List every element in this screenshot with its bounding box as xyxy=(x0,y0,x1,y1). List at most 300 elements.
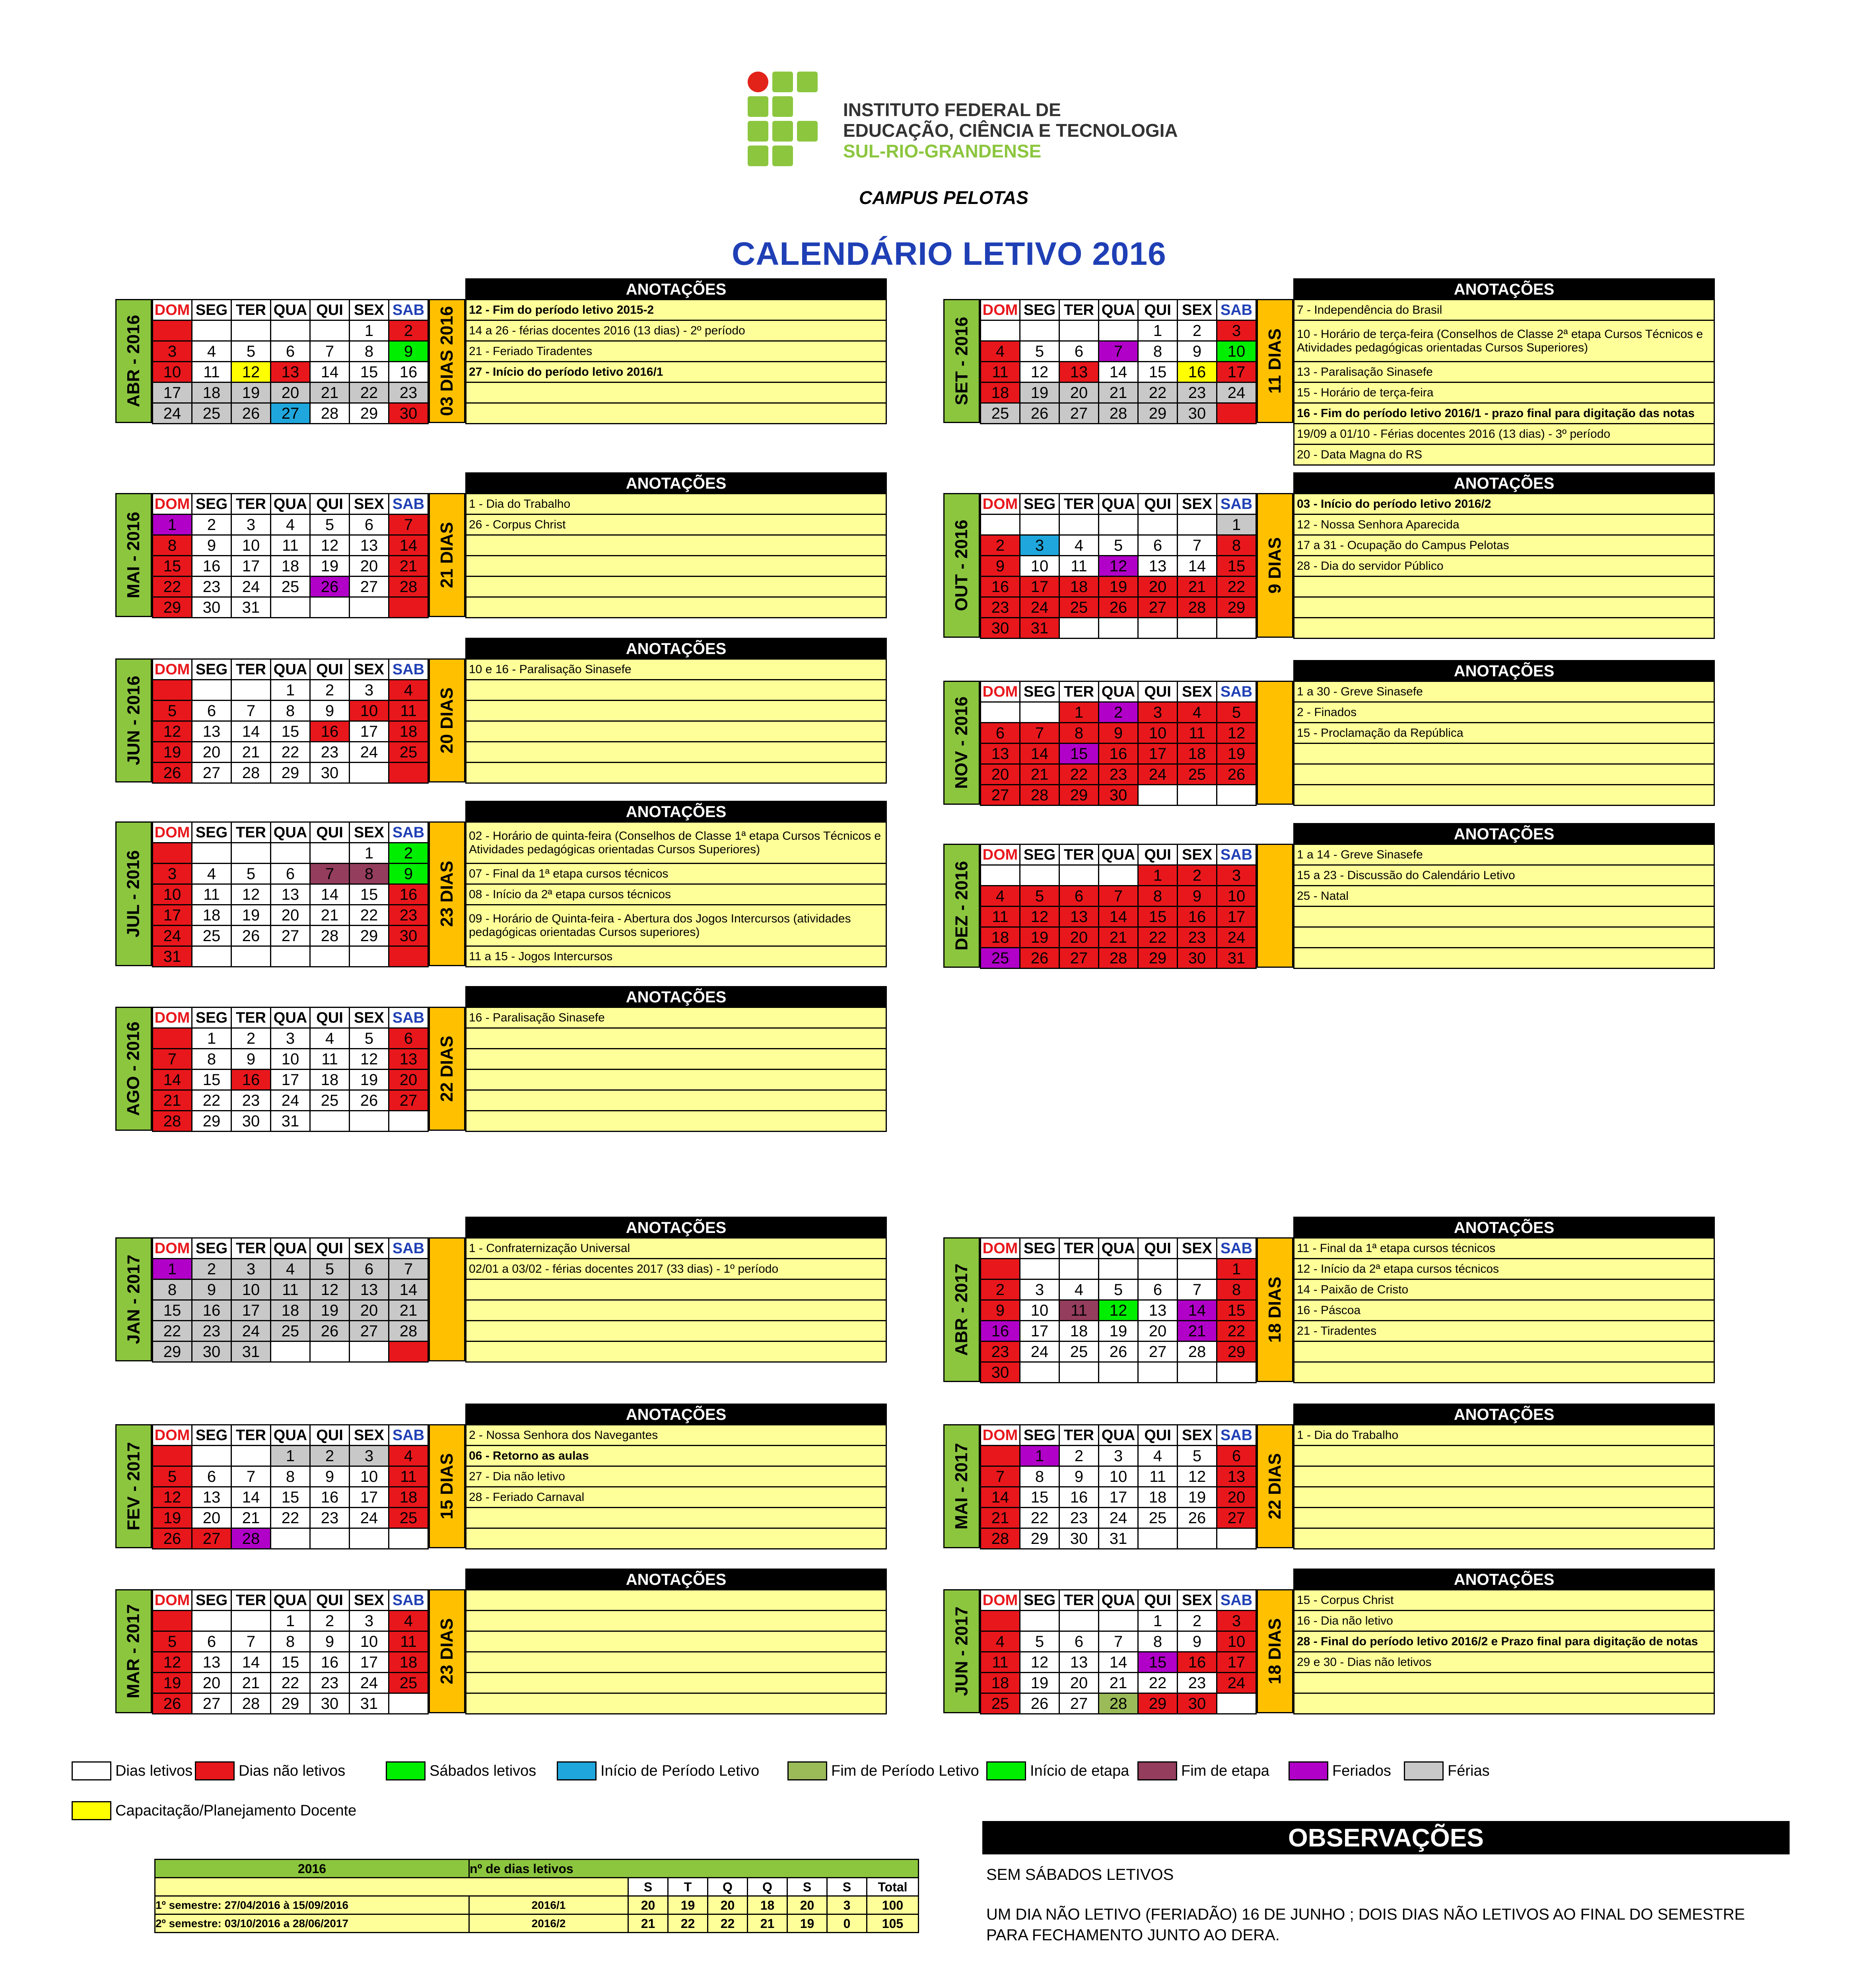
day-cell: 3 xyxy=(271,1028,310,1049)
day-cell: 26 xyxy=(310,577,350,597)
day-cell: 8 xyxy=(271,1466,310,1487)
day-cell xyxy=(1217,785,1256,806)
day-cell: 14 xyxy=(389,535,428,556)
day-cell xyxy=(1178,1528,1217,1549)
weekday-header: SAB xyxy=(1217,845,1256,865)
day-cell: 15 xyxy=(271,1487,310,1508)
day-cell: 20 xyxy=(981,764,1020,785)
weekday-header: QUI xyxy=(310,1008,350,1028)
weekday-header: QUA xyxy=(1099,681,1138,702)
day-cell: 22 xyxy=(271,742,310,763)
day-cell: 11 xyxy=(271,1279,310,1300)
day-cell: 21 xyxy=(981,1508,1020,1528)
day-cell: 29 xyxy=(153,597,192,618)
day-cell: 8 xyxy=(1059,723,1099,744)
day-cell: 23 xyxy=(310,742,350,763)
notes-table xyxy=(1293,1217,1715,1383)
note-line xyxy=(466,556,886,577)
day-cell: 11 xyxy=(389,1466,428,1487)
legend-label: Feriados xyxy=(1332,1762,1391,1779)
month-label: NOV - 2016 xyxy=(943,681,980,805)
weekday-header: SAB xyxy=(1217,1590,1256,1611)
day-cell: 31 xyxy=(271,1111,310,1132)
logo-square xyxy=(748,121,768,142)
day-cell: 15 xyxy=(1138,907,1178,927)
day-cell: 29 xyxy=(1217,1342,1256,1362)
day-cell: 26 xyxy=(1178,1508,1217,1528)
day-cell: 23 xyxy=(1178,927,1217,948)
weekday-header: TER xyxy=(231,659,271,680)
day-cell: 7 xyxy=(1099,341,1138,362)
day-cell: 18 xyxy=(192,382,231,403)
day-cell: 22 xyxy=(350,905,389,926)
day-cell: 2 xyxy=(310,680,350,701)
note-line: 11 a 15 - Jogos Intercursos xyxy=(466,946,886,967)
day-cell: 15 xyxy=(1020,1487,1059,1508)
day-cell: 15 xyxy=(1059,744,1099,764)
day-cell: 12 xyxy=(1020,1652,1059,1673)
day-cell: 23 xyxy=(310,1673,350,1693)
weekday-header: QUI xyxy=(1138,300,1178,320)
weekday-header: SEX xyxy=(1178,681,1217,702)
day-cell xyxy=(1099,1259,1138,1279)
weekday-header: QUI xyxy=(310,1238,350,1259)
note-line xyxy=(1294,1528,1714,1549)
weekday-header: DOM xyxy=(981,1238,1020,1259)
day-cell: 21 xyxy=(1099,1673,1138,1693)
day-cell xyxy=(1059,1362,1099,1383)
day-cell: 28 xyxy=(389,1321,428,1342)
day-cell: 3 xyxy=(350,680,389,701)
note-line: 15 - Horário de terça-feira xyxy=(1294,382,1714,403)
weekday-header: SEG xyxy=(192,300,231,320)
weekday-header: SEX xyxy=(350,822,389,843)
day-cell: 19 xyxy=(231,382,271,403)
weekday-header: QUA xyxy=(271,822,310,843)
day-cell: 23 xyxy=(389,382,428,403)
weekday-header: QUA xyxy=(1099,300,1138,320)
month-label: JUN - 2017 xyxy=(943,1589,980,1713)
day-cell: 28 xyxy=(1099,1693,1138,1714)
note-line xyxy=(466,721,886,742)
day-cell: 25 xyxy=(981,403,1020,424)
day-cell: 23 xyxy=(1059,1508,1099,1528)
weekday-header: SEX xyxy=(1178,845,1217,865)
day-cell: 5 xyxy=(1099,535,1138,556)
stats-col-header: S xyxy=(628,1878,668,1896)
day-cell: 19 xyxy=(1099,1321,1138,1342)
day-cell: 28 xyxy=(981,1528,1020,1549)
day-cell: 21 xyxy=(231,1673,271,1693)
day-cell: 6 xyxy=(1059,886,1099,907)
note-line: 26 - Corpus Christ xyxy=(466,514,886,535)
notes-table xyxy=(465,801,887,967)
stats-value: 19 xyxy=(668,1896,708,1914)
note-line xyxy=(466,1508,886,1528)
weekday-header: SAB xyxy=(389,1238,428,1259)
day-cell: 6 xyxy=(350,514,389,535)
day-cell: 9 xyxy=(1099,723,1138,744)
note-line: 21 - Feriado Tiradentes xyxy=(466,341,886,362)
day-cell: 20 xyxy=(1217,1487,1256,1508)
month-calendar xyxy=(152,1424,429,1549)
day-cell: 12 xyxy=(153,1652,192,1673)
note-line: 02 - Horário de quinta-feira (Conselhos de Classe 1ª etapa Cursos Técnicos e Atividades pedagógicas orientadas Cursos Superiores) xyxy=(466,822,886,864)
note-line xyxy=(1294,927,1714,948)
day-cell: 19 xyxy=(1099,577,1138,597)
weekday-header: DOM xyxy=(153,659,192,680)
day-cell xyxy=(981,1611,1020,1631)
weekday-header: SEX xyxy=(350,659,389,680)
day-cell: 19 xyxy=(1217,744,1256,764)
weekday-header: TER xyxy=(1059,300,1099,320)
day-cell: 16 xyxy=(389,362,428,382)
day-cell: 8 xyxy=(153,1279,192,1300)
day-cell: 25 xyxy=(1178,764,1217,785)
legend-label: Dias letivos xyxy=(115,1762,193,1779)
weekday-header: QUA xyxy=(271,659,310,680)
notes-table xyxy=(465,472,887,618)
month-calendar xyxy=(980,681,1257,806)
stats-term: 2016/1 xyxy=(469,1896,628,1914)
stats-term: 2016/2 xyxy=(469,1914,628,1933)
day-cell: 12 xyxy=(310,1279,350,1300)
day-cell: 24 xyxy=(1138,764,1178,785)
day-cell: 9 xyxy=(389,864,428,884)
day-cell xyxy=(271,320,310,341)
day-cell: 2 xyxy=(1178,865,1217,886)
day-cell: 16 xyxy=(310,1652,350,1673)
day-cell: 12 xyxy=(1020,362,1059,382)
weekday-header: SEX xyxy=(1178,300,1217,320)
day-cell xyxy=(1099,1362,1138,1383)
day-cell: 27 xyxy=(389,1090,428,1111)
legend-label: Férias xyxy=(1448,1762,1490,1779)
day-cell: 31 xyxy=(231,597,271,618)
day-cell: 27 xyxy=(1138,597,1178,618)
day-cell: 24 xyxy=(1217,382,1256,403)
day-cell: 11 xyxy=(1059,556,1099,577)
day-cell xyxy=(1217,1528,1256,1549)
school-days-count: 22 DIAS xyxy=(429,1007,465,1131)
day-cell: 3 xyxy=(1020,1279,1059,1300)
day-cell: 16 xyxy=(981,1321,1020,1342)
day-cell xyxy=(1217,618,1256,639)
day-cell: 17 xyxy=(231,556,271,577)
day-cell: 4 xyxy=(1178,702,1217,723)
weekday-header: QUI xyxy=(310,494,350,514)
day-cell xyxy=(1138,1528,1178,1549)
day-cell: 13 xyxy=(1059,362,1099,382)
note-line xyxy=(466,1342,886,1362)
note-line: 1 - Dia do Trabalho xyxy=(466,494,886,514)
day-cell: 15 xyxy=(350,884,389,905)
day-cell: 16 xyxy=(981,577,1020,597)
day-cell: 7 xyxy=(153,1049,192,1070)
notes-table xyxy=(1293,823,1715,969)
day-cell: 9 xyxy=(310,701,350,721)
notes-header: ANOTAÇÕES xyxy=(1294,279,1714,300)
day-cell: 22 xyxy=(1138,382,1178,403)
weekday-header: DOM xyxy=(153,822,192,843)
note-line xyxy=(1294,907,1714,927)
legend-swatch xyxy=(1137,1761,1177,1780)
observation-line: UM DIA NÃO LETIVO (FERIADÃO) 16 DE JUNHO ; DOIS DIAS NÃO LETIVOS AO FINAL DO SEMESTRE xyxy=(986,1906,1745,1923)
day-cell xyxy=(231,1446,271,1466)
day-cell: 7 xyxy=(1020,723,1059,744)
day-cell: 7 xyxy=(389,514,428,535)
notes-table xyxy=(465,638,887,784)
day-cell: 5 xyxy=(350,1028,389,1049)
notes-header: ANOTAÇÕES xyxy=(1294,824,1714,845)
day-cell: 1 xyxy=(1138,320,1178,341)
day-cell xyxy=(1059,1611,1099,1631)
day-cell: 18 xyxy=(389,1652,428,1673)
note-line xyxy=(466,1611,886,1631)
weekday-header: SEX xyxy=(350,1238,389,1259)
school-days-count: 9 DIAS xyxy=(1257,493,1293,638)
stats-value: 18 xyxy=(748,1896,787,1914)
day-cell: 19 xyxy=(1020,382,1059,403)
day-cell: 14 xyxy=(1178,1300,1217,1321)
day-cell: 6 xyxy=(1217,1446,1256,1466)
day-cell: 28 xyxy=(231,763,271,783)
note-line: 13 - Paralisação Sinasefe xyxy=(1294,362,1714,382)
day-cell: 22 xyxy=(153,1321,192,1342)
day-cell xyxy=(389,1342,428,1362)
day-cell xyxy=(1217,1693,1256,1714)
weekday-header: DOM xyxy=(153,1008,192,1028)
weekday-header: SAB xyxy=(1217,494,1256,514)
day-cell: 29 xyxy=(1138,403,1178,424)
weekday-header: QUI xyxy=(1138,1238,1178,1259)
day-cell: 25 xyxy=(271,577,310,597)
day-cell: 9 xyxy=(389,341,428,362)
stats-value: 21 xyxy=(628,1914,668,1933)
weekday-header: DOM xyxy=(981,681,1020,702)
note-line: 16 - Paralisação Sinasefe xyxy=(466,1008,886,1028)
day-cell: 24 xyxy=(1099,1508,1138,1528)
day-cell: 27 xyxy=(271,926,310,946)
day-cell: 28 xyxy=(1020,785,1059,806)
day-cell: 10 xyxy=(1217,886,1256,907)
month-calendar xyxy=(152,821,429,967)
day-cell: 25 xyxy=(1059,597,1099,618)
weekday-header: QUA xyxy=(1099,1590,1138,1611)
day-cell: 26 xyxy=(350,1090,389,1111)
day-cell: 15 xyxy=(153,556,192,577)
day-cell: 23 xyxy=(192,1321,231,1342)
day-cell xyxy=(1059,618,1099,639)
day-cell: 9 xyxy=(1178,886,1217,907)
day-cell xyxy=(389,946,428,967)
day-cell: 22 xyxy=(1020,1508,1059,1528)
weekday-header: SEG xyxy=(192,494,231,514)
weekday-header: TER xyxy=(1059,494,1099,514)
day-cell: 14 xyxy=(1178,556,1217,577)
day-cell: 28 xyxy=(389,577,428,597)
day-cell: 29 xyxy=(1138,948,1178,969)
day-cell: 28 xyxy=(1178,1342,1217,1362)
day-cell: 2 xyxy=(192,514,231,535)
note-line: 14 a 26 - férias docentes 2016 (13 dias) - 2º período xyxy=(466,320,886,341)
note-line: 07 - Final da 1ª etapa cursos técnicos xyxy=(466,864,886,884)
day-cell: 13 xyxy=(192,1652,231,1673)
day-cell xyxy=(1217,1362,1256,1383)
day-cell xyxy=(1059,514,1099,535)
weekday-header: QUI xyxy=(310,1590,350,1611)
day-cell: 9 xyxy=(1178,341,1217,362)
legend-swatch xyxy=(386,1761,426,1780)
day-cell xyxy=(981,1446,1020,1466)
day-cell: 18 xyxy=(389,721,428,742)
note-line xyxy=(1294,1487,1714,1508)
weekday-header: QUI xyxy=(1138,681,1178,702)
day-cell: 5 xyxy=(153,701,192,721)
day-cell: 6 xyxy=(192,1631,231,1652)
day-cell: 30 xyxy=(1178,403,1217,424)
legend-swatch xyxy=(1404,1761,1444,1780)
day-cell: 11 xyxy=(981,907,1020,927)
day-cell: 25 xyxy=(310,1090,350,1111)
note-line: 08 - Início da 2ª etapa cursos técnicos xyxy=(466,884,886,905)
legend xyxy=(72,1761,1821,1819)
day-cell: 23 xyxy=(310,1508,350,1528)
weekday-header: QUA xyxy=(1099,845,1138,865)
day-cell xyxy=(389,1693,428,1714)
day-cell: 13 xyxy=(981,744,1020,764)
day-cell xyxy=(192,946,231,967)
day-cell xyxy=(310,1342,350,1362)
page-title: CALENDÁRIO LETIVO 2016 xyxy=(732,236,1166,272)
day-cell xyxy=(1059,865,1099,886)
day-cell: 20 xyxy=(192,1673,231,1693)
legend-label: Dias não letivos xyxy=(239,1762,346,1779)
weekday-header: SEG xyxy=(192,659,231,680)
weekday-header: TER xyxy=(1059,681,1099,702)
day-cell: 4 xyxy=(192,341,231,362)
note-line xyxy=(1294,1693,1714,1714)
weekday-header: QUA xyxy=(271,494,310,514)
day-cell: 16 xyxy=(1099,744,1138,764)
weekday-header: TER xyxy=(231,1590,271,1611)
note-line: 28 - Dia do servidor Público xyxy=(1294,556,1714,577)
day-cell: 30 xyxy=(231,1111,271,1132)
stats-year: 2016 xyxy=(155,1860,469,1878)
day-cell: 22 xyxy=(1217,1321,1256,1342)
legend-item xyxy=(386,1761,536,1780)
note-line: 09 - Horário de Quinta-feira - Abertura dos Jogos Intercursos (atividades pedagógicas orientadas Cursos superiores) xyxy=(466,905,886,946)
day-cell: 15 xyxy=(1217,1300,1256,1321)
day-cell: 17 xyxy=(350,1487,389,1508)
notes-table xyxy=(1293,1569,1715,1714)
weekday-header: QUI xyxy=(310,822,350,843)
day-cell: 21 xyxy=(310,382,350,403)
day-cell: 10 xyxy=(153,362,192,382)
legend-swatch xyxy=(557,1761,597,1780)
note-line: 28 - Final do período letivo 2016/2 e Prazo final para digitação de notas xyxy=(1294,1631,1714,1652)
day-cell: 19 xyxy=(153,1508,192,1528)
day-cell: 9 xyxy=(981,556,1020,577)
month-calendar xyxy=(980,1237,1257,1383)
day-cell: 2 xyxy=(1059,1446,1099,1466)
day-cell: 23 xyxy=(1178,1673,1217,1693)
stats-value: 105 xyxy=(867,1914,919,1933)
day-cell: 25 xyxy=(389,1508,428,1528)
day-cell: 4 xyxy=(310,1028,350,1049)
day-cell: 18 xyxy=(1059,1321,1099,1342)
day-cell: 30 xyxy=(981,618,1020,639)
stats-value: 0 xyxy=(827,1914,867,1933)
note-line: 12 - Fim do período letivo 2015-2 xyxy=(466,300,886,320)
weekday-header: DOM xyxy=(153,300,192,320)
day-cell xyxy=(389,763,428,783)
day-cell: 19 xyxy=(1178,1487,1217,1508)
day-cell: 27 xyxy=(350,1321,389,1342)
day-cell: 6 xyxy=(192,701,231,721)
day-cell xyxy=(1099,865,1138,886)
day-cell: 27 xyxy=(1138,1342,1178,1362)
day-cell: 16 xyxy=(1178,362,1217,382)
weekday-header: DOM xyxy=(153,1590,192,1611)
day-cell: 10 xyxy=(231,1279,271,1300)
day-cell: 11 xyxy=(981,1652,1020,1673)
note-line: 25 - Natal xyxy=(1294,886,1714,907)
weekday-header: SEG xyxy=(1020,845,1059,865)
notes-header: ANOTAÇÕES xyxy=(466,1217,886,1238)
legend-swatch xyxy=(1289,1761,1328,1780)
day-cell: 7 xyxy=(231,701,271,721)
day-cell: 27 xyxy=(1217,1508,1256,1528)
weekday-header: QUA xyxy=(1099,1238,1138,1259)
note-line xyxy=(466,1049,886,1070)
school-days-count xyxy=(1257,844,1293,968)
stats-days-header: nº de dias letivos xyxy=(469,1860,919,1878)
note-line: 03 - Início do período letivo 2016/2 xyxy=(1294,494,1714,514)
note-line xyxy=(466,597,886,618)
day-cell: 20 xyxy=(350,556,389,577)
day-cell: 1 xyxy=(1138,865,1178,886)
day-cell: 13 xyxy=(271,884,310,905)
day-cell: 21 xyxy=(389,1300,428,1321)
month-calendar xyxy=(980,1589,1257,1714)
day-cell: 2 xyxy=(981,1279,1020,1300)
weekday-header: SAB xyxy=(1217,1238,1256,1259)
school-days-count: 23 DIAS xyxy=(429,821,465,966)
day-cell xyxy=(192,1611,231,1631)
campus-name: CAMPUS PELOTAS xyxy=(859,187,1028,208)
day-cell: 13 xyxy=(192,721,231,742)
day-cell: 24 xyxy=(350,1673,389,1693)
day-cell: 6 xyxy=(350,1259,389,1279)
legend-label: Fim de Período Letivo xyxy=(831,1762,979,1779)
logo-square xyxy=(748,96,768,117)
day-cell: 30 xyxy=(1099,785,1138,806)
observations-title: OBSERVAÇÕES xyxy=(982,1821,1790,1854)
weekday-header: SAB xyxy=(389,494,428,514)
notes-header: ANOTAÇÕES xyxy=(1294,1217,1714,1238)
day-cell: 3 xyxy=(1217,1611,1256,1631)
day-cell: 17 xyxy=(350,1652,389,1673)
day-cell: 4 xyxy=(192,864,231,884)
institute-logo xyxy=(748,72,827,175)
day-cell: 7 xyxy=(310,864,350,884)
notes-header: ANOTAÇÕES xyxy=(466,473,886,494)
stats-period: 2º semestre: 03/10/2016 a 28/06/2017 xyxy=(155,1914,469,1933)
day-cell: 16 xyxy=(192,1300,231,1321)
note-line xyxy=(466,1070,886,1090)
day-cell: 21 xyxy=(310,905,350,926)
